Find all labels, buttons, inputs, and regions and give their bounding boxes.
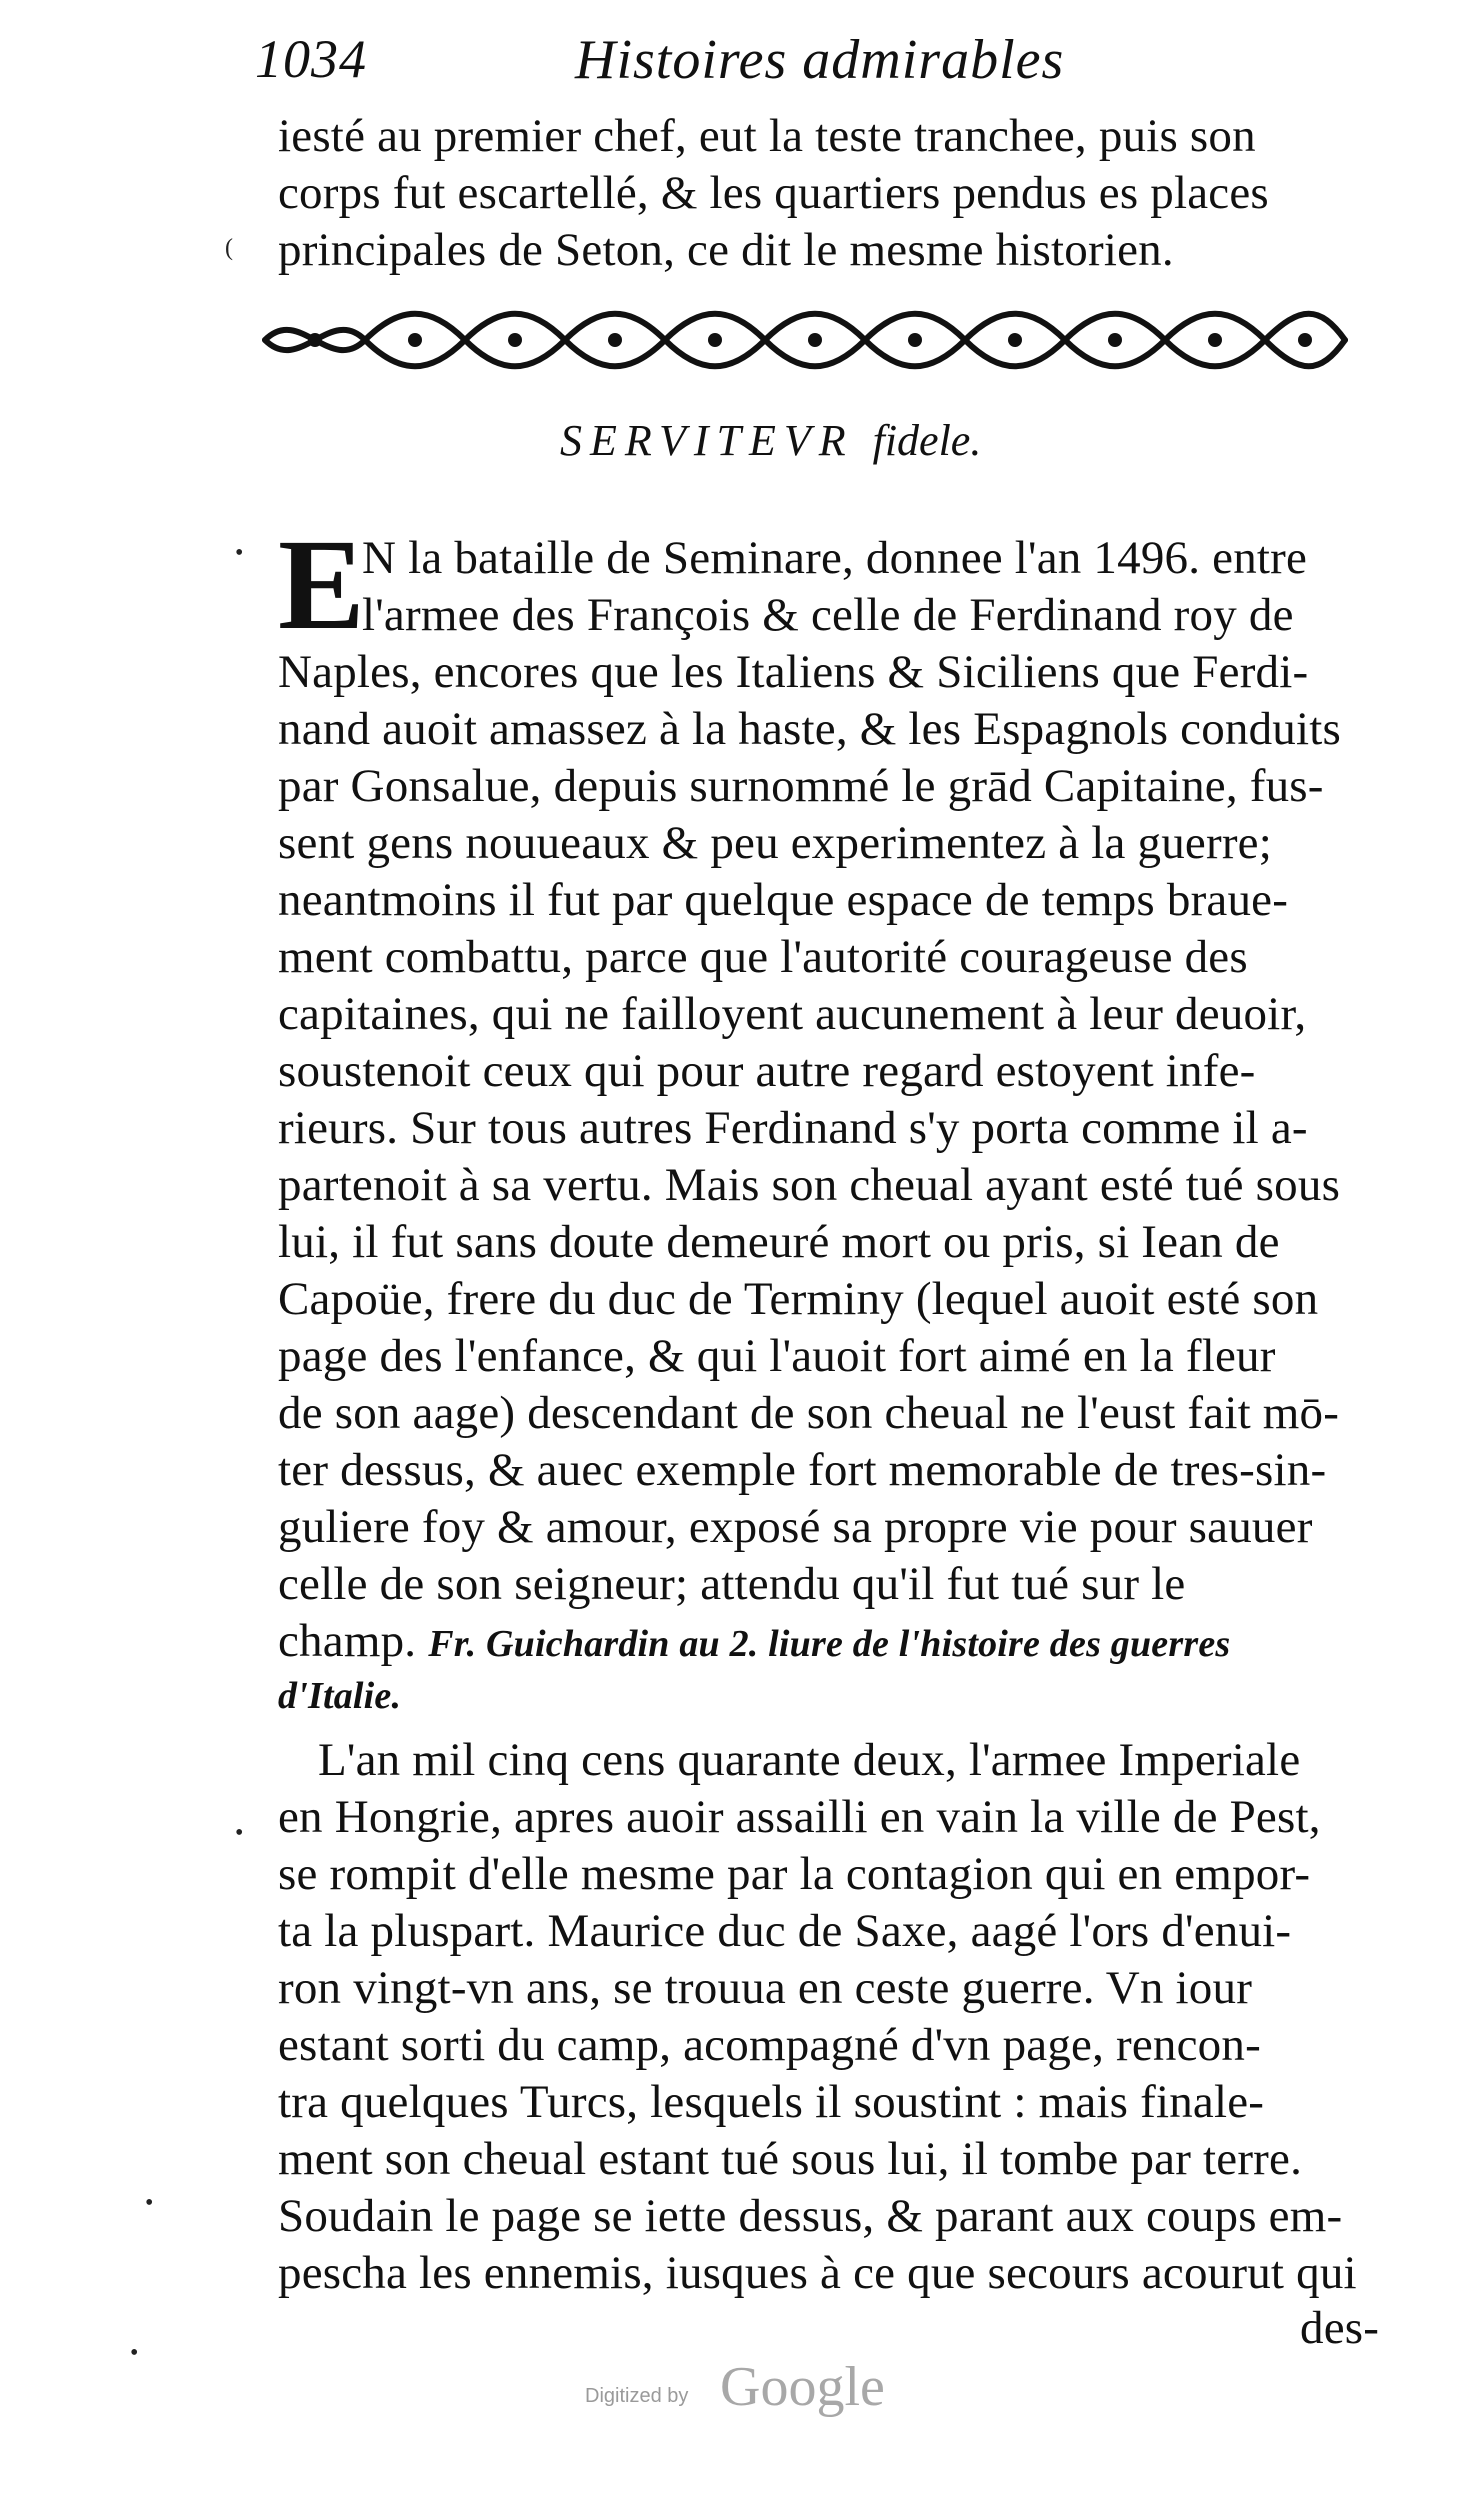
text-line: L'an mil cinq cens quarante deux, l'armee Imperiale (318, 1734, 1301, 1786)
source-citation-end: d'Italie. (278, 1675, 402, 1717)
text-line: principales de Seton, ce dit le mesme historien. (278, 224, 1174, 276)
text-line: ment combattu, parce que l'autorité courageuse des (278, 931, 1248, 983)
text-line: ter dessus, & auec exemple fort memorable de tres-sin- (278, 1444, 1327, 1496)
text-line: N la bataille de Seminare, donnee l'an 1496. entre (362, 532, 1308, 584)
decorative-ornament-band (260, 300, 1350, 380)
ink-speck: • (130, 2340, 139, 2366)
running-title: Histoires admirables (575, 29, 1065, 91)
digitized-by-label: Digitized by (585, 2385, 689, 2407)
text-line: neantmoins il fut par quelque espace de temps braue- (278, 874, 1289, 926)
text-line: rieurs. Sur tous autres Ferdinand s'y porta comme il a- (278, 1102, 1308, 1154)
text-line: ta la pluspart. Maurice duc de Saxe, aagé l'ors d'enui- (278, 1905, 1292, 1957)
text-line: tra quelques Turcs, lesquels il soustint : mais finale- (278, 2076, 1265, 2128)
text-line: de son aage) descendant de son cheual ne l'eust fait mō- (278, 1387, 1340, 1439)
section-title (560, 415, 981, 466)
text-line: partenoit à sa vertu. Mais son cheual ayant esté tué sous (278, 1159, 1341, 1211)
text-line: estant sorti du camp, acompagné d'vn page, rencon- (278, 2019, 1261, 2071)
section-title-caps: SERVITEVR (560, 416, 854, 465)
catchword: des- (1300, 2302, 1380, 2354)
text-line: en Hongrie, apres auoir assailli en vain la ville de Pest, (278, 1791, 1321, 1843)
text-line: nand auoit amassez à la haste, & les Espagnols conduits (278, 703, 1342, 755)
drop-cap: E (278, 513, 365, 657)
text-line: Soudain le page se iette dessus, & parant aux coups em- (278, 2190, 1343, 2242)
section-title-rest: fidele. (872, 416, 982, 465)
text-fragment: champ. (278, 1615, 417, 1667)
ink-speck: • (235, 1820, 244, 1846)
text-line: iesté au premier chef, eut la teste tranchee, puis son (278, 110, 1256, 162)
ink-speck: • (145, 2190, 154, 2216)
text-line: Capoüe, frere du duc de Terminy (lequel auoit esté son (278, 1273, 1319, 1325)
text-line: ron vingt-vn ans, se trouua en ceste guerre. Vn iour (278, 1962, 1253, 2014)
citation-line (278, 1613, 1378, 1672)
text-line: lui, il fut sans doute demeuré mort ou pris, si Iean de (278, 1216, 1280, 1268)
text-line: Naples, encores que les Italiens & Siciliens que Ferdi- (278, 646, 1309, 698)
text-line: celle de son seigneur; attendu qu'il fut tué sur le (278, 1558, 1186, 1610)
google-logo: Google (720, 2356, 885, 2418)
page-header (255, 20, 1375, 100)
text-line: corps fut escartellé, & les quartiers pendus es places (278, 167, 1269, 219)
text-line: sent gens nouueaux & peu experimentez à la guerre; (278, 817, 1272, 869)
text-line: l'armee des François & celle de Ferdinand roy de (362, 589, 1294, 641)
page-number: 1034 (255, 29, 367, 89)
text-line: par Gonsalue, depuis surnommé le grād Capitaine, fus- (278, 760, 1324, 812)
text-line: ment son cheual estant tué sous lui, il tombe par terre. (278, 2133, 1303, 2185)
ink-speck: • (235, 540, 244, 566)
text-line: pescha les ennemis, iusques à ce que secours acourut qui (278, 2247, 1357, 2299)
source-citation: Fr. Guichardin au 2. liure de l'histoire des guerres (428, 1623, 1231, 1665)
ink-speck: ( (225, 235, 233, 261)
text-line: guliere foy & amour, exposé sa propre vie pour sauuer (278, 1501, 1313, 1553)
text-line: soustenoit ceux qui pour autre regard estoyent infe- (278, 1045, 1256, 1097)
text-line: se rompit d'elle mesme par la contagion qui en empor- (278, 1848, 1311, 1900)
text-line: page des l'enfance, & qui l'auoit fort aimé en la fleur (278, 1330, 1276, 1382)
text-line: capitaines, qui ne failloyent aucunement à leur deuoir, (278, 988, 1307, 1040)
